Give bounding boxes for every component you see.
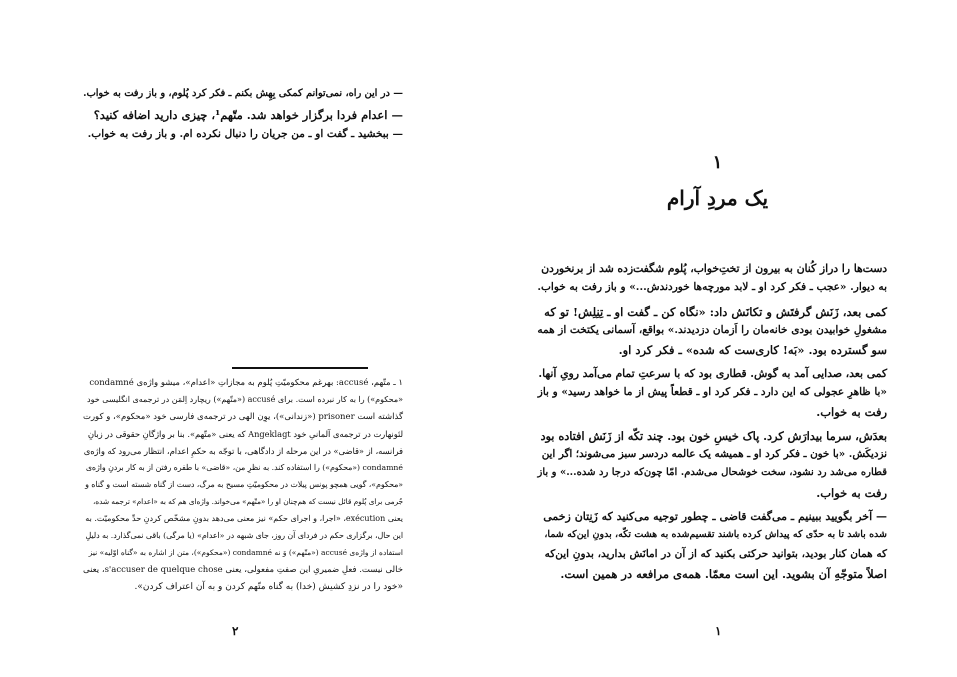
body-line: — آخر بگویید ببینیم ـ می‌گفت قاضی ـ چطور توجیه می‌کنید که زَنِتان زخمی [543,510,887,523]
dialogue-line: — در این راه، نمی‌توانم کمکی بِهِش بکنم ـ فکر کرد پُلوم، و باز رفت به خواب. [83,88,403,99]
page-number: ۱ [715,624,722,638]
footnote-line: لئونهارت در ترجمه‌ی آلمانیِ خود Angeklagt که یعنی «متّهم». بنا بر واژگانِ حقوقی در زبانِ [87,429,403,439]
body-line: شده باشد تا به حدّی که پیداش کرده باشند تقسیم‌شده به هشت تکّه، بدونِ این‌که شما، [544,529,887,540]
body-line: مشغولِ خوابیدن بودی خانه‌مان را اَزمان دزدیدند.» بواقع، آسمانی یکتخت از همه [537,324,887,336]
body-line: دست‌ها را دراز کُنان به بیرون از تختِ‌خواب، پُلوم شگفت‌زده شد از برنخوردن [541,262,887,275]
footnote-divider [232,367,368,369]
chapter-title: یک مردِ آرام [666,186,769,210]
footnote-line: ۱ ـ متّهم، accusé: بهرغم محکومیّتِ پُلوم به مجازاتِ «اعدام»، میشو واژه‌ی condamné [89,378,403,388]
body-line: «با ظاهرِ عجولی که این دارد ـ فکر کرد او ـ قطعاً پیش از ما خواهد رسید» و باز [537,386,887,398]
body-line: رفت به خواب. [816,405,887,419]
footnote-line: فرانسه، از «قاضی» در این مرحله از دادگاهی، با توجّه به حکمِ اعدام، انتظار می‌رود که واژه‌ی [83,446,403,456]
footnote-line: یعنی exécution، «اجرا، و اجرای حکم» نیز معنی می‌دهد بدونِ مشخّص کردنِ حدِّ محکومیّت. به [85,514,403,523]
footnote-line: جُرمی برای پُلوم قائل نیست که هم‌چنان او را «متّهم» می‌خواند. واژه‌ای هم که به «اعدام» ترجمه شده، [92,497,403,506]
right-page [478,0,957,677]
body-line: کمی بعد، زَنَش گرفتَش و تکانَش داد: «نگاه کن ـ گفت او ـ تِنِلِش! تو که [544,305,887,319]
dialogue-line: — ببخشید ـ گفت او ـ من جریان را دنبال نکرده ام. و باز رفت به خواب. [87,128,403,140]
body-line: به دیوار. «عجب ـ فکر کرد او ـ لابد مورچه‌ها خوردندش...» و باز رفت به خواب. [537,281,887,293]
body-line: سو گسترده بود. «بَه! کاری‌ست که شده» ـ فکر کرد او. [618,343,887,357]
body-line: کمی بعد، صدایی آمد به گوش. قطاری بود که با سرعتِ تمام می‌آمد رویِ آنها. [538,367,887,380]
footnote-line: condamné («محکوم») را استفاده کند. به نظرِ من، «قاضی» با طفره رفتن از به کار بردنِ واژه‌ی [85,463,403,472]
footnote-line: استفاده از واژه‌ی accusé («متّهم») وَ نه condamné («محکوم»)، متن از اشاره به «گناه اوّلیه» نیز [88,548,403,557]
chapter-number: ۱ [712,152,723,173]
body-line: که همان کنار بودید، بتوانید حرکتی بکنید که از آن در امانَش بدارید، بدونِ این‌که [544,548,887,560]
page-number: ۲ [232,624,239,638]
dialogue-line: — اعدام فردا برگزار خواهد شد. متّهم¹، چیزی دارید اضافه کنید؟ [93,108,403,122]
footnote-line: «محکوم») را به کار نبرده است. برای accusé («متّهم») ریچارد اِلمَن در ترجمه‌ی انگلیسی خود [87,395,403,404]
footnote-line: گذاشته است prisoner («زندانی»)، یوِن الهی در ترجمه‌ی فارسی خود «محکوم»، و کورت [82,412,403,422]
footnote-line: این حال، برگزاری حکم در فردای آن روز، جای شبهه در «اعدام» (یا مرگی) باقی نمی‌گذارد. به دلیلِ [85,531,403,540]
body-line: قطاره می‌شد رد نشود، سخت خوشحال می‌شدم. امّا چون‌که درجا رد شده...» و باز [537,467,887,478]
body-line: رفت به خواب. [816,486,887,500]
body-line: بعدَش، سرما بیدارَش کرد. پاک خیسِ خون بود. چند تکّه از زَنَش افتاده بود [540,429,887,443]
footnote-line: خالی نیست. فعلِ ضمیریِ این صفتِ مفعولی، یعنی s'accuser de quelque chose، یعنی [83,565,403,575]
left-page [0,0,478,677]
body-line: نزدیکَش. «با خون ـ فکر کرد او ـ همیشه یک عالمه دردسر سبز می‌شوند؛ اگر این [541,448,887,460]
footnote-line: «محکوم»، گویی همچو پونس پیلات در محکومیّتِ مسیح به مرگ، دست از گناه شسته است و گناه و [85,480,403,489]
body-line: اصلاً متوجّهِ آن بشوید. این است معمّا. همه‌ی مرافعه در همین است. [560,567,887,581]
footnote-line: «خود را در نزدِ کشیش (خدا) به گناه متّهم کردن و به آن اعتراف کردن». [134,582,403,592]
